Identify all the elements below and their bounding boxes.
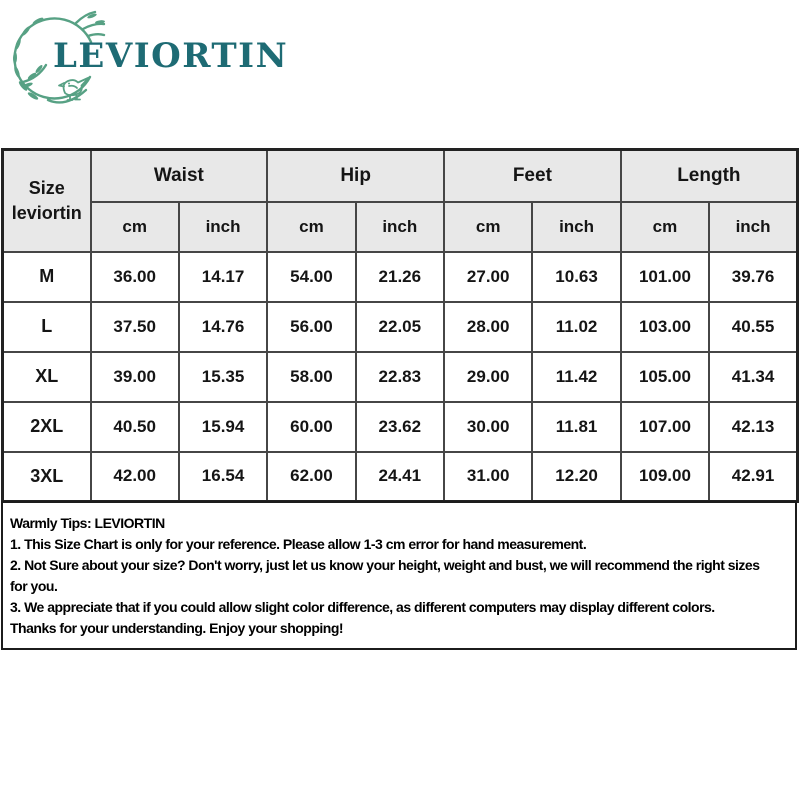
unit-header-waist-inch: inch bbox=[179, 202, 267, 252]
value-cell: 24.41 bbox=[356, 452, 444, 502]
value-cell: 30.00 bbox=[444, 402, 532, 452]
group-header-length: Length bbox=[621, 150, 798, 202]
value-cell: 12.20 bbox=[532, 452, 620, 502]
value-cell: 27.00 bbox=[444, 252, 532, 302]
table-row bbox=[3, 352, 798, 402]
value-cell: 11.02 bbox=[532, 302, 620, 352]
value-cell: 22.83 bbox=[356, 352, 444, 402]
group-header-row bbox=[3, 150, 798, 202]
value-cell: 10.63 bbox=[532, 252, 620, 302]
unit-header-row bbox=[3, 202, 798, 252]
group-header-feet: Feet bbox=[444, 150, 621, 202]
value-cell: 42.91 bbox=[709, 452, 797, 502]
value-cell: 36.00 bbox=[91, 252, 179, 302]
value-cell: 60.00 bbox=[267, 402, 355, 452]
value-cell: 11.81 bbox=[532, 402, 620, 452]
value-cell: 107.00 bbox=[621, 402, 709, 452]
value-cell: 21.26 bbox=[356, 252, 444, 302]
tips-line-3: for you. bbox=[10, 578, 58, 594]
size-cell: L bbox=[3, 302, 91, 352]
size-table bbox=[1, 148, 799, 503]
table-row bbox=[3, 452, 798, 502]
size-column-header-line2: leviortin bbox=[11, 202, 82, 223]
table-row bbox=[3, 302, 798, 352]
value-cell: 58.00 bbox=[267, 352, 355, 402]
group-header-hip: Hip bbox=[267, 150, 444, 202]
size-cell: XL bbox=[3, 352, 91, 402]
value-cell: 42.00 bbox=[91, 452, 179, 502]
value-cell: 39.76 bbox=[709, 252, 797, 302]
size-column-header-line1: Size bbox=[28, 178, 65, 199]
brand-logo bbox=[8, 6, 308, 118]
value-cell: 39.00 bbox=[91, 352, 179, 402]
value-cell: 16.54 bbox=[179, 452, 267, 502]
tips-line-1: 1. This Size Chart is only for your reference. Please allow 1-3 cm error for hand measurement. bbox=[10, 536, 587, 552]
value-cell: 56.00 bbox=[267, 302, 355, 352]
value-cell: 41.34 bbox=[709, 352, 797, 402]
value-cell: 29.00 bbox=[444, 352, 532, 402]
value-cell: 23.62 bbox=[356, 402, 444, 452]
value-cell: 15.35 bbox=[179, 352, 267, 402]
value-cell: 103.00 bbox=[621, 302, 709, 352]
tips-line-4: 3. We appreciate that if you could allow slight color difference, as different computers may display different colors. bbox=[10, 599, 715, 615]
tips-line-5: Thanks for your understanding. Enjoy your shopping! bbox=[10, 620, 344, 636]
value-cell: 109.00 bbox=[621, 452, 709, 502]
unit-header-hip-cm: cm bbox=[267, 202, 355, 252]
value-cell: 37.50 bbox=[91, 302, 179, 352]
value-cell: 14.17 bbox=[179, 252, 267, 302]
table-row bbox=[3, 402, 798, 452]
unit-header-waist-cm: cm bbox=[91, 202, 179, 252]
brand-name: LEVIORTIN bbox=[53, 36, 289, 76]
group-header-waist: Waist bbox=[91, 150, 268, 202]
unit-header-hip-inch: inch bbox=[356, 202, 444, 252]
size-cell: M bbox=[3, 252, 91, 302]
value-cell: 11.42 bbox=[532, 352, 620, 402]
value-cell: 105.00 bbox=[621, 352, 709, 402]
value-cell: 101.00 bbox=[621, 252, 709, 302]
size-cell: 3XL bbox=[3, 452, 91, 502]
table-row bbox=[3, 252, 798, 302]
value-cell: 31.00 bbox=[444, 452, 532, 502]
unit-header-length-cm: cm bbox=[621, 202, 709, 252]
size-column-header bbox=[3, 150, 91, 252]
value-cell: 14.76 bbox=[179, 302, 267, 352]
tips-box bbox=[1, 501, 797, 650]
value-cell: 42.13 bbox=[709, 402, 797, 452]
value-cell: 54.00 bbox=[267, 252, 355, 302]
unit-header-length-inch: inch bbox=[709, 202, 797, 252]
value-cell: 28.00 bbox=[444, 302, 532, 352]
value-cell: 62.00 bbox=[267, 452, 355, 502]
value-cell: 40.50 bbox=[91, 402, 179, 452]
size-cell: 2XL bbox=[3, 402, 91, 452]
value-cell: 22.05 bbox=[356, 302, 444, 352]
value-cell: 15.94 bbox=[179, 402, 267, 452]
unit-header-feet-inch: inch bbox=[532, 202, 620, 252]
unit-header-feet-cm: cm bbox=[444, 202, 532, 252]
value-cell: 40.55 bbox=[709, 302, 797, 352]
tips-title: Warmly Tips: LEVIORTIN bbox=[10, 515, 165, 531]
tips-line-2: 2. Not Sure about your size? Don't worry, just let us know your height, weight and bust, we will recommend the right sizes bbox=[10, 557, 760, 573]
